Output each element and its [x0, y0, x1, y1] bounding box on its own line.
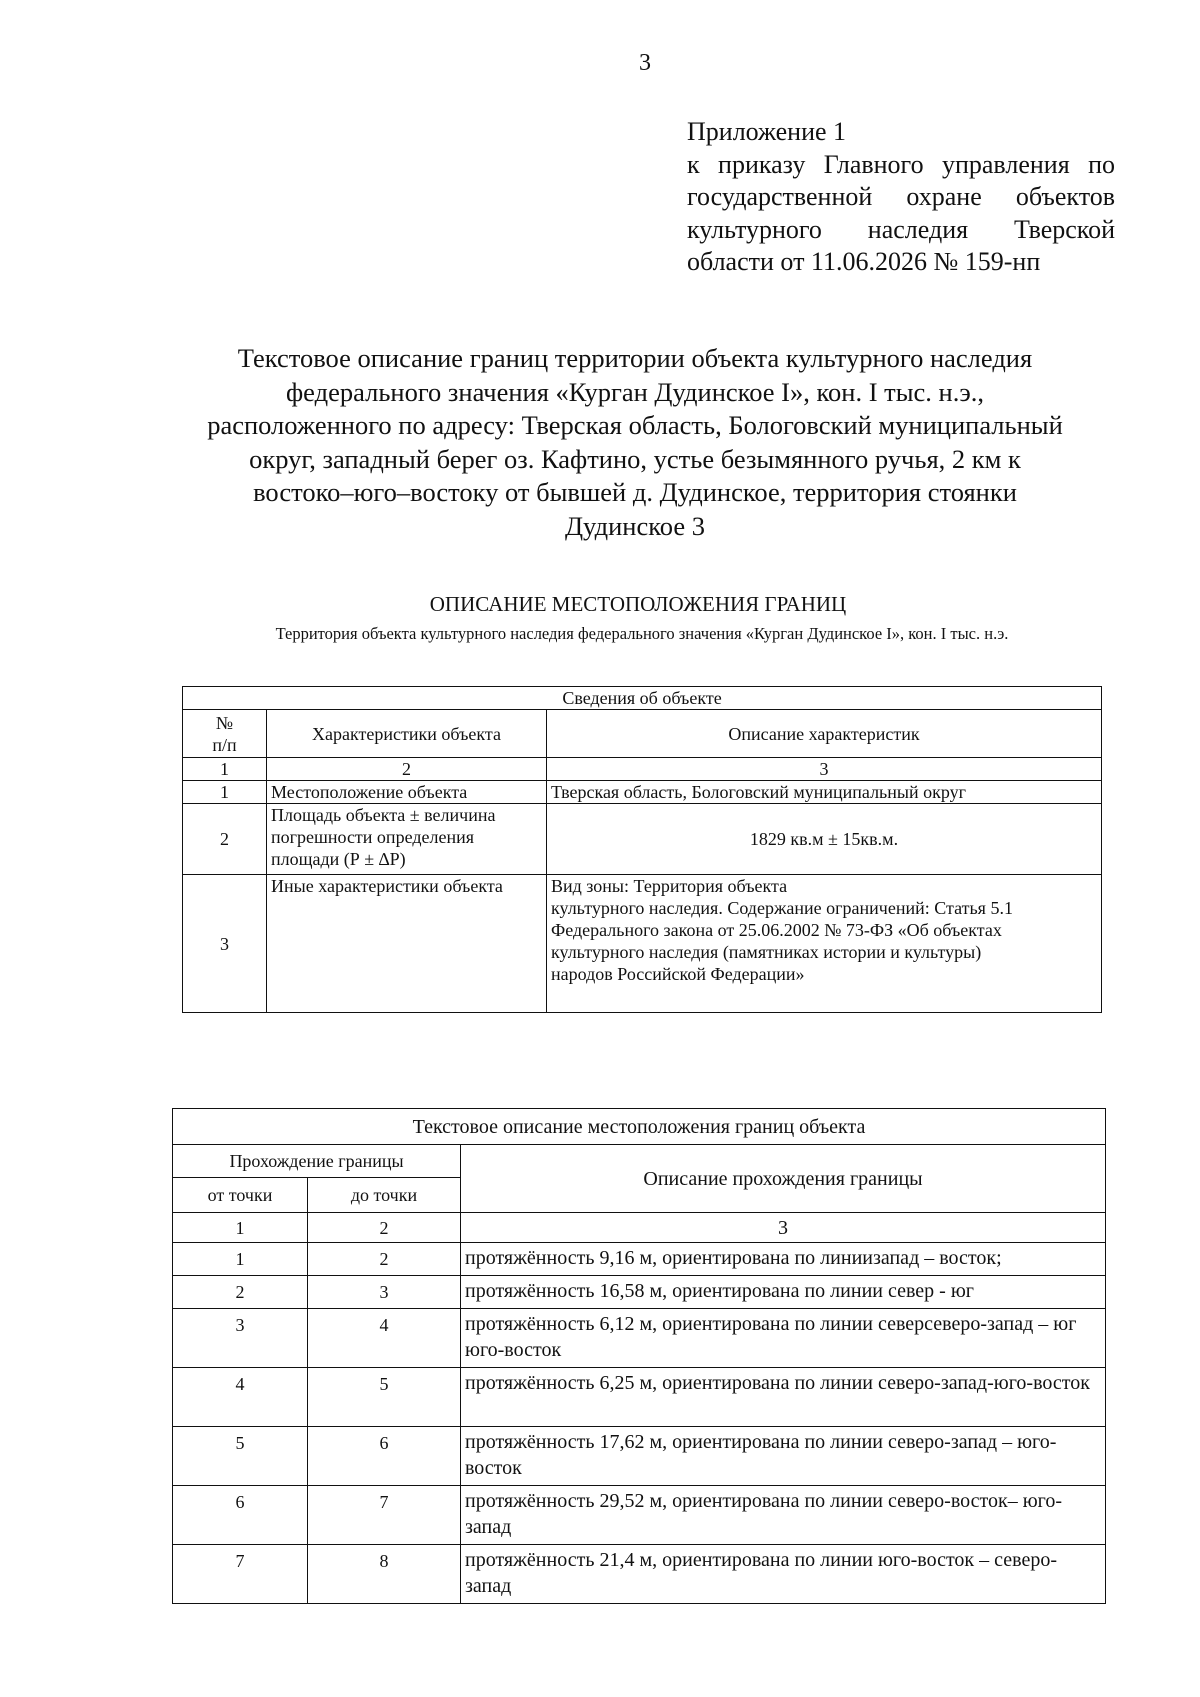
- header-characteristic: Характеристики объекта: [267, 710, 547, 758]
- row-description: Вид зоны: Территория объекта культурного наследия. Содержание ограничений: Статья 5.1 Федерального закона от 25.06.2002 № 73-ФЗ «Об объектах культурного наследия (памятниках истории и культуры) народов Российской Федерации»: [547, 875, 1102, 1013]
- boundary-description-table: [172, 1108, 1106, 1604]
- header-from-point: от точки: [173, 1178, 308, 1213]
- to-point: 5: [308, 1368, 461, 1427]
- row-description: 1829 кв.м ± 15кв.м.: [547, 804, 1102, 875]
- row-characteristic: Иные характеристики объекта: [267, 875, 547, 1013]
- appendix-line-5: области от 11.06.2026 № 159-нп: [687, 247, 1041, 276]
- object-table-header-row: [183, 710, 1102, 758]
- index-cell: 1: [173, 1213, 308, 1243]
- to-point: 8: [308, 1545, 461, 1604]
- row-description: Тверская область, Бологовский муниципальный округ: [547, 781, 1102, 804]
- from-point: 6: [173, 1486, 308, 1545]
- document-title: [150, 342, 1120, 543]
- boundary-table-index-row: [173, 1213, 1106, 1243]
- index-cell: 1: [183, 758, 267, 781]
- row-num: 1: [183, 781, 267, 804]
- title-line-6: Дудинское 3: [564, 510, 705, 541]
- header-boundary-description: Описание прохождения границы: [461, 1145, 1106, 1213]
- row-characteristic: Площадь объекта ± величина погрешности определения площади (Р ± ∆Р): [267, 804, 547, 875]
- header-to-point: до точки: [308, 1178, 461, 1213]
- title-line-1: Текстовое описание границ территории объекта культурного наследия: [237, 343, 1033, 373]
- table-row: [173, 1368, 1106, 1427]
- page-number: 3: [639, 50, 651, 76]
- appendix-line-3: государственной охране объектов: [687, 182, 1115, 211]
- from-point: 1: [173, 1243, 308, 1276]
- header-description: Описание характеристик: [547, 710, 1102, 758]
- title-line-3: расположенного по адресу: Тверская область, Бологовский муниципальный: [207, 410, 1063, 440]
- index-cell: 2: [267, 758, 547, 781]
- to-point: 3: [308, 1276, 461, 1309]
- from-point: 4: [173, 1368, 308, 1427]
- title-line-4: округ, западный берег оз. Кафтино, устье безымянного ручья, 2 км к: [249, 443, 1021, 474]
- boundary-description: протяжённость 6,12 м, ориентирована по линии северсеверо-запад – юг юго-восток: [461, 1309, 1106, 1368]
- boundary-description: протяжённость 17,62 м, ориентирована по линии северо-запад – юго-восток: [461, 1427, 1106, 1486]
- appendix-line-2: к приказу Главного управления по: [687, 149, 1115, 179]
- row-num: 2: [183, 804, 267, 875]
- object-table-caption: Сведения об объекте: [183, 687, 1102, 710]
- table-row: [183, 804, 1102, 875]
- boundary-table-header-row: [173, 1145, 1106, 1178]
- table-row: [173, 1545, 1106, 1604]
- header-num: № п/п: [183, 710, 267, 758]
- table-row: [183, 875, 1102, 1013]
- table-row: [173, 1486, 1106, 1545]
- section-subheading: Территория объекта культурного наследия федерального значения «Курган Дудинское I», кон. I тыс. н.э.: [275, 624, 1009, 643]
- title-line-5: востоко–юго–востоку от бывшей д. Дудинское, территория стоянки: [253, 477, 1017, 507]
- index-cell: 3: [547, 758, 1102, 781]
- header-passage: Прохождение границы: [173, 1145, 461, 1178]
- table-row: [173, 1276, 1106, 1309]
- table-row: [183, 781, 1102, 804]
- boundary-description: протяжённость 16,58 м, ориентирована по линии север - юг: [461, 1276, 1106, 1309]
- to-point: 4: [308, 1309, 461, 1368]
- object-table-index-row: [183, 758, 1102, 781]
- table-row: [173, 1243, 1106, 1276]
- appendix-block: [687, 116, 1115, 279]
- row-characteristic: Местоположение объекта: [267, 781, 547, 804]
- from-point: 5: [173, 1427, 308, 1486]
- index-cell: 3: [461, 1213, 1106, 1243]
- from-point: 7: [173, 1545, 308, 1604]
- index-cell: 2: [308, 1213, 461, 1243]
- boundary-description: протяжённость 21,4 м, ориентирована по линии юго-восток – северо-запад: [461, 1545, 1106, 1604]
- to-point: 6: [308, 1427, 461, 1486]
- appendix-line-4: культурного наследия Тверской: [687, 214, 1115, 244]
- object-info-table: [182, 686, 1102, 1013]
- from-point: 3: [173, 1309, 308, 1368]
- to-point: 2: [308, 1243, 461, 1276]
- section-heading: ОПИСАНИЕ МЕСТОПОЛОЖЕНИЯ ГРАНИЦ: [429, 592, 847, 616]
- boundary-table-caption: Текстовое описание местоположения границ объекта: [173, 1109, 1106, 1145]
- boundary-description: протяжённость 6,25 м, ориентирована по линии северо-запад-юго-восток: [461, 1368, 1106, 1427]
- appendix-line-1: Приложение 1: [687, 117, 847, 146]
- table-row: [173, 1309, 1106, 1368]
- to-point: 7: [308, 1486, 461, 1545]
- boundary-description: протяжённость 9,16 м, ориентирована по линиизапад – восток;: [461, 1243, 1106, 1276]
- title-line-2: федерального значения «Курган Дудинское I», кон. I тыс. н.э.,: [286, 376, 984, 407]
- table-row: [173, 1427, 1106, 1486]
- boundary-description: протяжённость 29,52 м, ориентирована по линии северо-восток– юго-запад: [461, 1486, 1106, 1545]
- row-num: 3: [183, 875, 267, 1013]
- from-point: 2: [173, 1276, 308, 1309]
